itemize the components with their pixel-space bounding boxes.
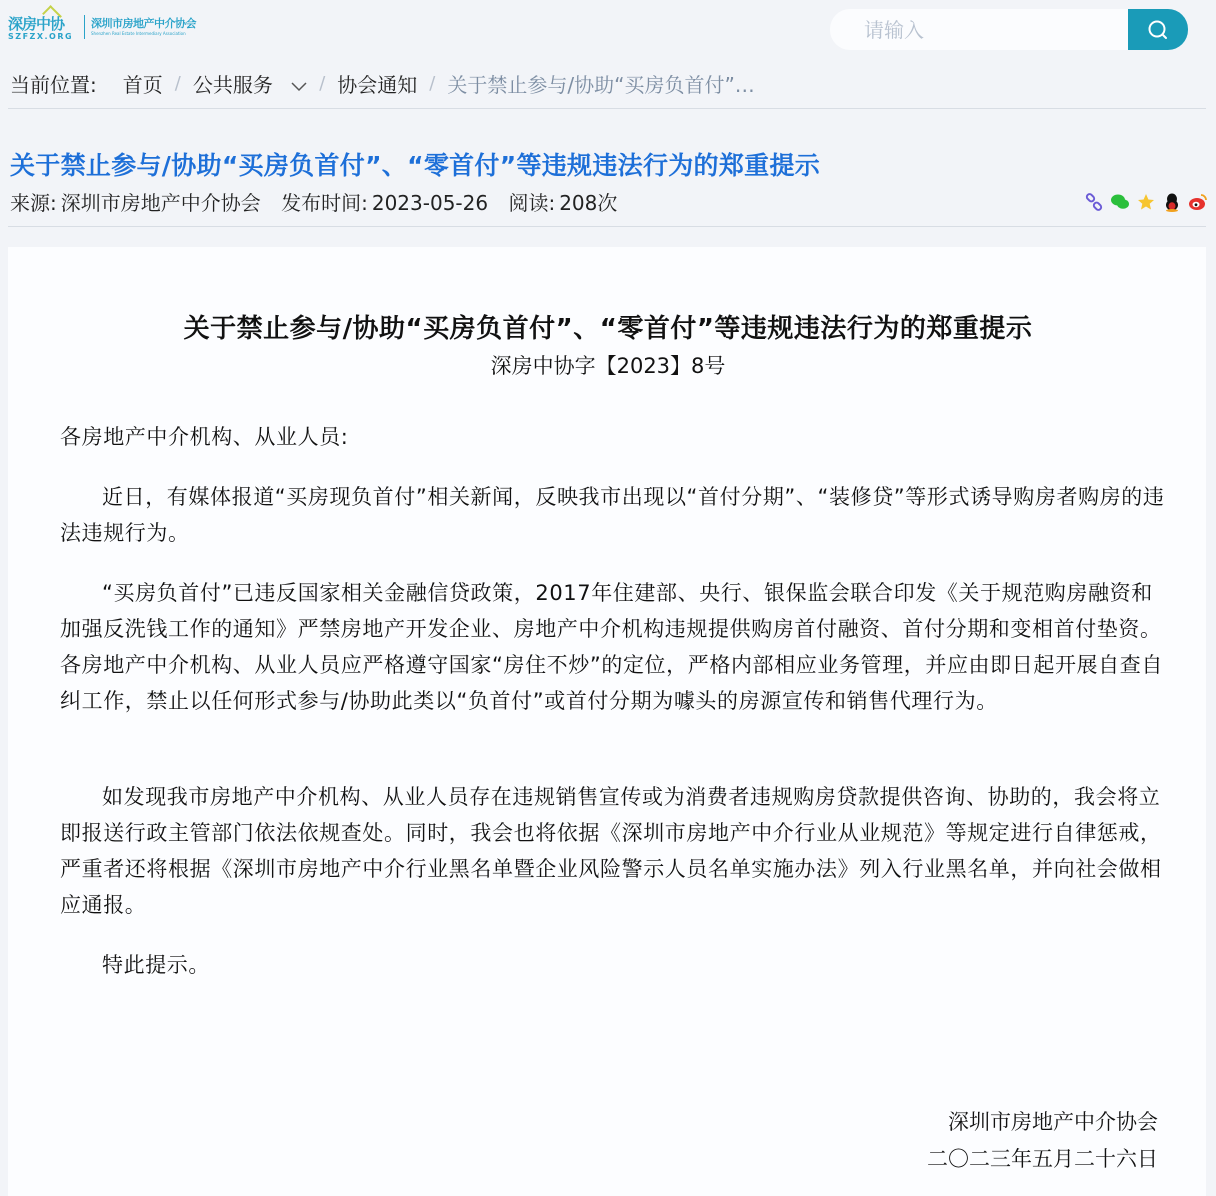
- breadcrumb-association-notices[interactable]: 协会通知: [337, 72, 418, 97]
- share-toolbar: [1084, 192, 1208, 212]
- breadcrumb-public-services[interactable]: [193, 69, 307, 98]
- publish-date: [281, 191, 488, 215]
- breadcrumb-current: 关于禁止参与/协助“买房负首付”…: [447, 72, 755, 97]
- signature-organization: 深圳市房地产中介协会: [948, 1110, 1158, 1134]
- breadcrumb-separator: /: [319, 72, 326, 94]
- favorite-star-icon: [1137, 193, 1155, 211]
- breadcrumb: [10, 66, 755, 100]
- document-paragraph: 近日，有媒体报道“买房现负首付”相关新闻，反映我市出现以“首付分期”、“装修贷”等形式诱导购房者购房的违法违规行为。: [60, 485, 1165, 545]
- document-paragraph: “买房负首付”已违反国家相关金融信贷政策，2017年住建部、央行、银保监会联合印发《关于规范购房融资和加强反洗钱工作的通知》严禁房地产开发企业、房地产中介机构违规提供购房首付融资、首付分期和变相首付垫资。各房地产中介机构、从业人员应严格遵守国家“房住不炒”的定位，严格内部相应业务管理，并应由即日起开展自查自纠工作，禁止以任何形式参与/协助此类以“负首付”或首付分期为噱头的房源宣传和销售代理行为。: [60, 581, 1163, 713]
- search-input[interactable]: [830, 9, 1130, 50]
- source: [10, 191, 261, 215]
- breadcrumb-separator: /: [174, 72, 181, 94]
- logo-mark: [8, 13, 78, 41]
- search-button[interactable]: [1128, 9, 1188, 50]
- document-number: 深房中协字【2023】8号: [490, 354, 726, 378]
- site-logo[interactable]: [8, 12, 196, 42]
- breadcrumb-public-services-label: 公共服务: [192, 72, 273, 97]
- publish-date-value: 2023-05-26: [371, 191, 489, 215]
- document-paragraph: 特此提示。: [102, 953, 210, 977]
- weibo-icon: [1188, 193, 1208, 211]
- logo-divider: [84, 15, 85, 39]
- chevron-down-icon: [291, 82, 307, 92]
- logo-text: [91, 17, 196, 37]
- link-icon: [1085, 193, 1103, 211]
- source-value: 深圳市房地产中介协会: [60, 191, 261, 215]
- read-count-value: 208次: [559, 191, 618, 215]
- signature-date: 二〇二三年五月二十六日: [927, 1147, 1158, 1171]
- share-link-button[interactable]: [1084, 192, 1104, 212]
- document-card: [8, 247, 1206, 1196]
- share-favorite-button[interactable]: [1136, 192, 1156, 212]
- document-salutation: 各房地产中介机构、从业人员:: [60, 425, 349, 449]
- share-wechat-button[interactable]: [1110, 192, 1130, 212]
- breadcrumb-home[interactable]: 首页: [122, 72, 163, 97]
- read-count: [508, 191, 617, 215]
- breadcrumb-label: 当前位置:: [10, 72, 97, 97]
- publish-date-label: 发布时间:: [281, 191, 368, 215]
- divider: [8, 108, 1206, 109]
- logo-name-cn: 深圳市房地产中介协会: [91, 17, 196, 30]
- share-qq-button[interactable]: [1162, 192, 1182, 212]
- search-bar: [830, 9, 1188, 50]
- logo-name-en: Shenzhen Real Estate Intermediary Association: [91, 31, 186, 36]
- logo-domain-text: SZFZX.ORG: [8, 32, 74, 41]
- read-count-label: 阅读:: [508, 191, 556, 215]
- divider: [8, 226, 1206, 227]
- logo-mark-text: 深房中协: [8, 15, 65, 33]
- document-paragraph: 如发现我市房地产中介机构、从业人员存在违规销售宣传或为消费者违规购房贷款提供咨询、协助的，我会将立即报送行政主管部门依法依规查处。同时，我会也将依据《深圳市房地产中介行业从业规范》等规定进行自律惩戒，严重者还将根据《深圳市房地产中介行业黑名单暨企业风险警示人员名单实施办法》列入行业黑名单，并向社会做相应通报。: [60, 785, 1162, 917]
- share-weibo-button[interactable]: [1188, 192, 1208, 212]
- wechat-icon: [1110, 193, 1130, 211]
- site-header: [0, 0, 1216, 60]
- source-label: 来源:: [10, 191, 57, 215]
- qq-icon: [1164, 193, 1180, 212]
- article-meta: [10, 187, 631, 216]
- article-title: 关于禁止参与/协助“买房负首付”、“零首付”等违规违法行为的郑重提示: [10, 151, 821, 180]
- document-signature: [927, 1104, 1158, 1178]
- breadcrumb-separator: /: [429, 72, 436, 94]
- search-icon: [1147, 19, 1169, 41]
- document-title: 关于禁止参与/协助“买房负首付”、“零首付”等违规违法行为的郑重提示: [183, 314, 1033, 344]
